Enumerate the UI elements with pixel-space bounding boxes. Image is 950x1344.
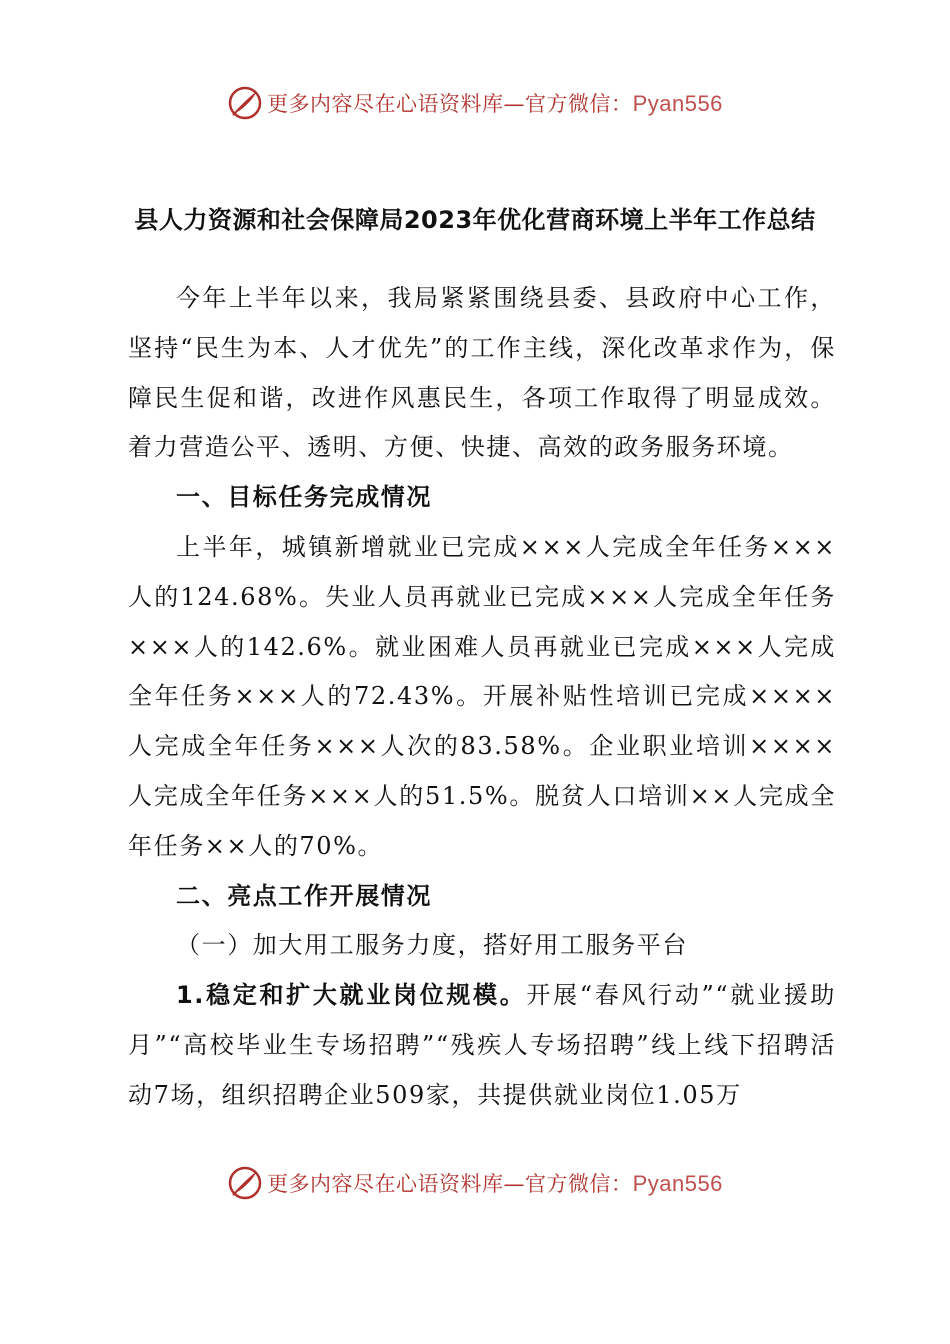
document-body — [128, 274, 836, 1121]
footer-watermark-banner — [0, 1158, 950, 1208]
watermark-text: 更多内容尽在心语资料库—官方微信：Pyan556 — [267, 91, 723, 116]
item-1-text: 开展“春风行动”“就业援助月”“高校毕业生专场招聘”“残疾人专场招聘”线上线下招聘活动7场，组织招聘企业509家，共提供就业岗位1.05万 — [128, 981, 837, 1109]
item-1-paragraph — [128, 971, 836, 1120]
document-title: 县人力资源和社会保障局2023年优化营商环境上半年工作总结 — [134, 206, 816, 234]
section-heading-highlights: 二、亮点工作开展情况 — [176, 881, 432, 910]
targets-paragraph: 上半年，城镇新增就业已完成×××人完成全年任务×××人的124.68%。失业人员再就业已完成×××人完成全年任务×××人的142.6%。就业困难人员再就业已完成×××人完成全年任务×××人的72.43%。开展补贴性培训已完成××××人完成全年任务×××人次的83.58%。企业职业培训××××人完成全年任务×××人的51.5%。脱贫人口培训××人完成全年任务××人的70%。 — [128, 532, 836, 860]
section-heading-targets: 一、目标任务完成情况 — [176, 483, 432, 512]
item-1-lead: 1.稳定和扩大就业岗位规模。 — [176, 981, 527, 1010]
quill-seal-logo-icon — [227, 85, 263, 121]
quill-seal-logo-icon — [227, 1165, 263, 1201]
watermark-text: 更多内容尽在心语资料库—官方微信：Pyan556 — [267, 1171, 723, 1196]
header-watermark-banner — [0, 78, 950, 128]
intro-paragraph: 今年上半年以来，我局紧紧围绕县委、县政府中心工作，坚持“民生为本、人才优先”的工作主线，深化改革求作为，保障民生促和谐，改进作风惠民生，各项工作取得了明显成效。着力营造公平、透明、方便、快捷、高效的政务服务环境。 — [128, 284, 836, 462]
subsection-heading-employment-service: （一）加大用工服务力度，搭好用工服务平台 — [176, 931, 688, 960]
